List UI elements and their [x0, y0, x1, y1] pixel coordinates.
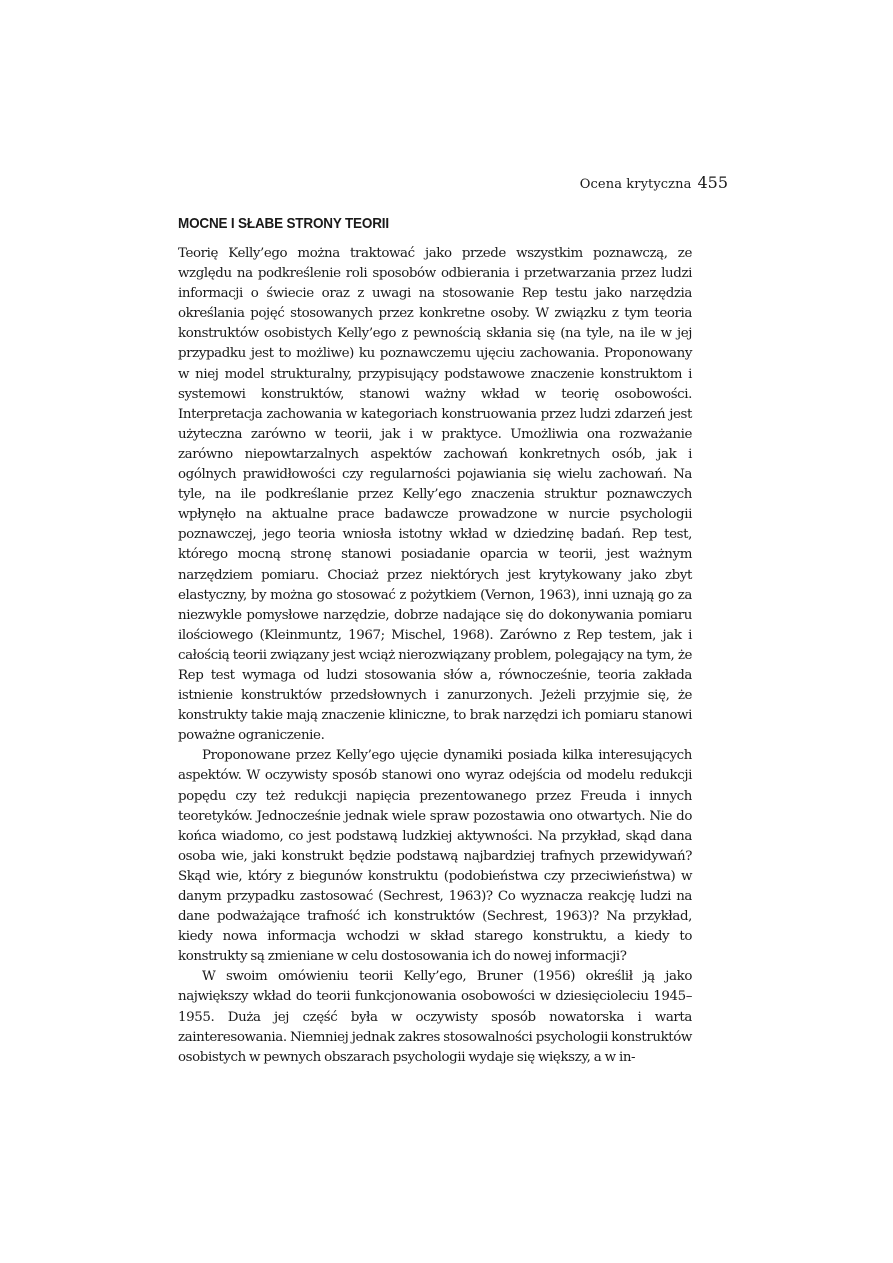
section-heading: MOCNE I SŁABE STRONY TEORII: [178, 215, 389, 232]
body-text: [178, 244, 692, 1068]
running-head: [560, 173, 728, 192]
paragraph: W swoim omówieniu teorii Kelly’ego, Bruner (1956) określił ją jako największy wkład do teorii funkcjonowania osobowości w dziesięcioleciu 1945–1955. Duża jej część była w oczywisty sposób nowatorska i warta zainteresowania. Niemniej jednak zakres stosowalności psychologii konstruktów osobistych w pewnych obszarach psychologii wydaje się większy, a w in-: [178, 969, 692, 1065]
running-head-section: Ocena krytyczna: [579, 177, 692, 192]
paragraph: Proponowane przez Kelly’ego ujęcie dynamiki posiada kilka interesujących aspektów. W oczywisty sposób stanowi ono wyraz odejścia od modelu redukcji popędu czy też redukcji napięcia prezentowanego przez Freuda i innych teoretyków. Jednocześnie jednak wiele spraw pozostawia ono otwartych. Nie do końca wiadomo, co jest podstawą ludzkiej aktywności. Na przykład, skąd dana osoba wie, jaki konstrukt będzie podstawą najbardziej trafnych przewidywań? Skąd wie, który z biegunów konstruktu (podobieństwa czy przeciwieństwa) w danym przypadku zastosować (Sechrest, 1963)? Co wyznacza reakcję ludzi na dane podważające trafność ich konstruktów (Sechrest, 1963)? Na przykład, kiedy nowa informacja wchodzi w skład starego konstruktu, a kiedy to konstrukty są zmieniane w celu dostosowania ich do nowej informacji?: [178, 748, 692, 965]
page-number: 455: [697, 173, 728, 192]
paragraph: Teorię Kelly’ego można traktować jako przede wszystkim poznawczą, ze względu na podkreślenie roli sposobów odbierania i przetwarzania przez ludzi informacji o świecie oraz z uwagi na stosowanie Rep testu jako narzędzia określania pojęć stosowanych przez konkretne osoby. W związku z tym teoria konstruktów osobistych Kelly’ego z pewnością skłania się (na tyle, na ile w jej przypadku jest to możliwe) ku poznawczemu ujęciu zachowania. Proponowany w niej model strukturalny, przypisujący podstawowe znaczenie konstruktom i systemowi konstruktów, stanowi ważny wkład w teorię osobowości. Interpretacja zachowania w kategoriach konstruowania przez ludzi zdarzeń jest użyteczna zarówno w teorii, jak i w praktyce. Umożliwia ona rozważanie zarówno niepowtarzalnych aspektów zachowań konkretnych osób, jak i ogólnych prawidłowości czy regularności pojawiania się wielu zachowań. Na tyle, na ile podkreślanie przez Kelly’ego znaczenia struktur poznawczych wpłynęło na aktualne prace badawcze prowadzone w nurcie psychologii poznawczej, jego teoria wniosła istotny wkład w dziedzinę badań. Rep test, którego mocną stronę stanowi posiadanie oparcia w teorii, jest ważnym narzędziem pomiaru. Chociaż przez niektórych jest krytykowany jako zbyt elastyczny, by można go stosować z pożytkiem (Vernon, 1963), inni uznają go za niezwykle pomysłowe narzędzie, dobrze nadające się do dokonywania pomiaru ilościowego (Kleinmuntz, 1967; Mischel, 1968). Zarówno z Rep testem, jak i całością teorii związany jest wciąż nierozwiązany problem, polegający na tym, że Rep test wymaga od ludzi stosowania słów a, równocześnie, teoria zakłada istnienie konstruktów przedsłownych i zanurzonych. Jeżeli przyjmie się, że konstrukty takie mają znaczenie kliniczne, to brak narzędzi ich pomiaru stanowi poważne ograniczenie.: [178, 246, 692, 744]
